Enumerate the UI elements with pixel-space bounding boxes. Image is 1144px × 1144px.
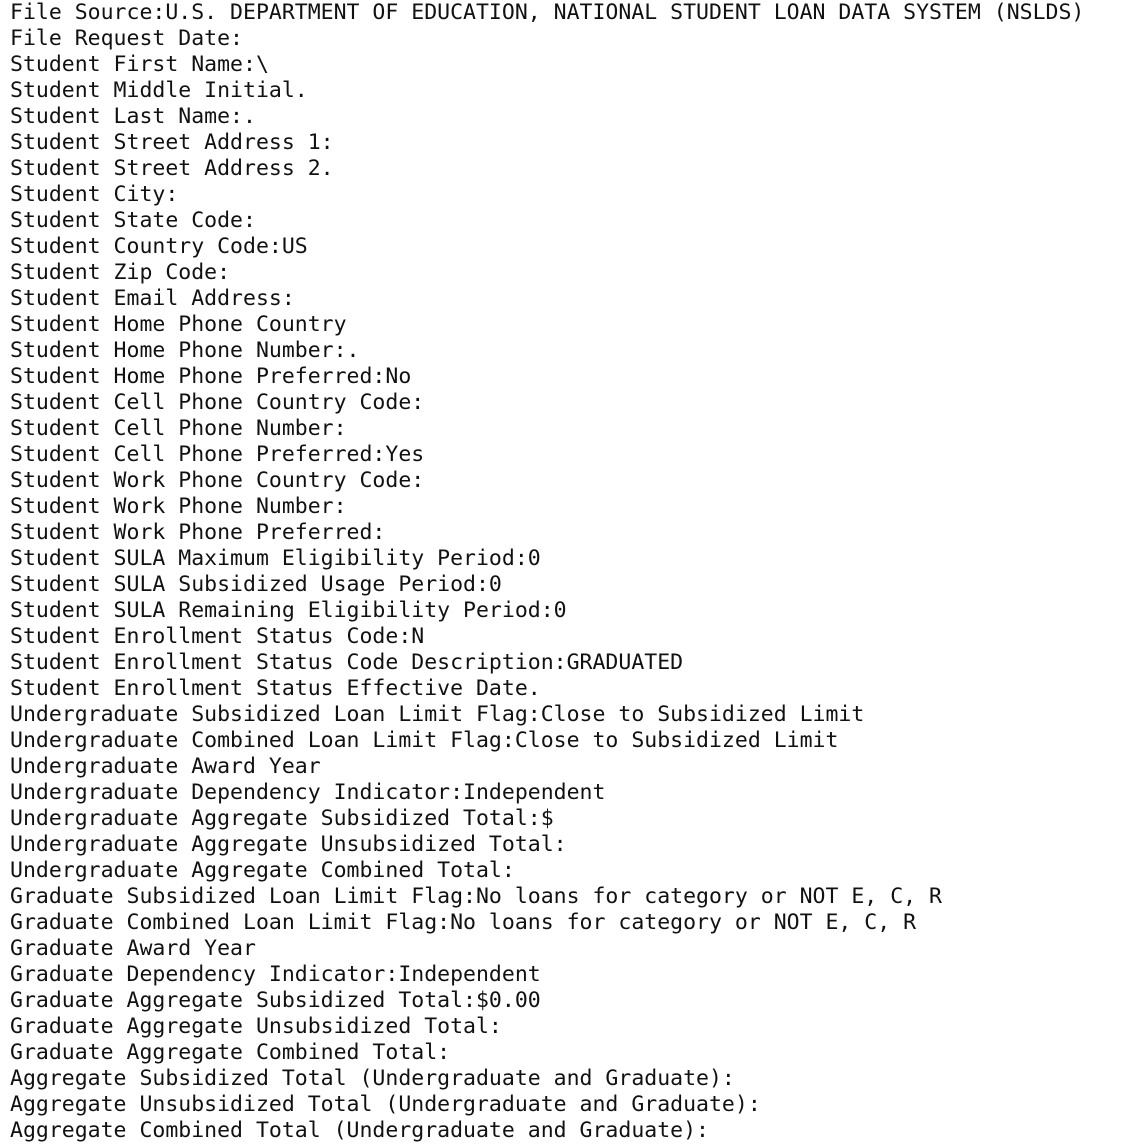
line-aggregate-combined-total: Aggregate Combined Total (Undergraduate and Graduate): [10, 1118, 709, 1143]
line-cell-phone-preferred: Student Cell Phone Preferred:Yes [10, 442, 425, 467]
line-student-last-name: Student Last Name:. [10, 104, 256, 129]
line-ug-aggregate-unsubsidized: Undergraduate Aggregate Unsubsidized Total: [10, 832, 567, 857]
line-enrollment-status-code: Student Enrollment Status Code:N [10, 624, 425, 649]
line-grad-aggregate-unsubsidized: Graduate Aggregate Unsubsidized Total: [10, 1014, 502, 1039]
line-ug-combined-limit-flag: Undergraduate Combined Loan Limit Flag:Close to Subsidized Limit [10, 728, 839, 753]
line-ug-aggregate-combined: Undergraduate Aggregate Combined Total: [10, 858, 515, 883]
line-student-city: Student City: [10, 182, 179, 207]
line-cell-phone-country-code: Student Cell Phone Country Code: [10, 390, 425, 415]
line-work-phone-preferred: Student Work Phone Preferred: [10, 520, 386, 545]
line-work-phone-number: Student Work Phone Number: [10, 494, 347, 519]
line-ug-aggregate-subsidized: Undergraduate Aggregate Subsidized Total:$ [10, 806, 554, 831]
line-file-source: File Source:U.S. DEPARTMENT OF EDUCATION, NATIONAL STUDENT LOAN DATA SYSTEM (NSLDS) [10, 0, 1085, 25]
document-text [10, 0, 1140, 1144]
line-student-zip-code: Student Zip Code: [10, 260, 231, 285]
line-student-middle-initial: Student Middle Initial. [10, 78, 308, 103]
line-aggregate-unsubsidized-total: Aggregate Unsubsidized Total (Undergraduate and Graduate): [10, 1092, 761, 1117]
line-grad-dependency-indicator: Graduate Dependency Indicator:Independent [10, 962, 541, 987]
line-enrollment-status-effective-date: Student Enrollment Status Effective Date. [10, 676, 541, 701]
line-student-first-name: Student First Name:\ [10, 52, 269, 77]
line-student-email-address: Student Email Address: [10, 286, 295, 311]
line-student-state-code: Student State Code: [10, 208, 256, 233]
line-student-country-code: Student Country Code:US [10, 234, 308, 259]
line-home-phone-preferred: Student Home Phone Preferred:No [10, 364, 412, 389]
line-grad-combined-limit-flag: Graduate Combined Loan Limit Flag:No loans for category or NOT E, C, R [10, 910, 917, 935]
line-ug-dependency-indicator: Undergraduate Dependency Indicator:Independent [10, 780, 606, 805]
line-sula-subsidized-usage: Student SULA Subsidized Usage Period:0 [10, 572, 502, 597]
line-enrollment-status-description: Student Enrollment Status Code Description:GRADUATED [10, 650, 684, 675]
line-file-request-date: File Request Date: [10, 26, 243, 51]
line-grad-aggregate-combined: Graduate Aggregate Combined Total: [10, 1040, 451, 1065]
line-ug-subsidized-limit-flag: Undergraduate Subsidized Loan Limit Flag:Close to Subsidized Limit [10, 702, 865, 727]
line-work-phone-country-code: Student Work Phone Country Code: [10, 468, 425, 493]
line-grad-aggregate-subsidized: Graduate Aggregate Subsidized Total:$0.00 [10, 988, 541, 1013]
line-aggregate-subsidized-total: Aggregate Subsidized Total (Undergraduate and Graduate): [10, 1066, 735, 1091]
line-grad-award-year: Graduate Award Year [10, 936, 256, 961]
line-cell-phone-number: Student Cell Phone Number: [10, 416, 347, 441]
line-grad-subsidized-limit-flag: Graduate Subsidized Loan Limit Flag:No loans for category or NOT E, C, R [10, 884, 942, 909]
line-ug-award-year: Undergraduate Award Year [10, 754, 321, 779]
line-home-phone-number: Student Home Phone Number:. [10, 338, 360, 363]
line-sula-remaining-eligibility: Student SULA Remaining Eligibility Period:0 [10, 598, 567, 623]
line-home-phone-country: Student Home Phone Country [10, 312, 347, 337]
line-sula-max-eligibility: Student SULA Maximum Eligibility Period:0 [10, 546, 541, 571]
line-student-street-address-1: Student Street Address 1: [10, 130, 334, 155]
line-student-street-address-2: Student Street Address 2. [10, 156, 334, 181]
